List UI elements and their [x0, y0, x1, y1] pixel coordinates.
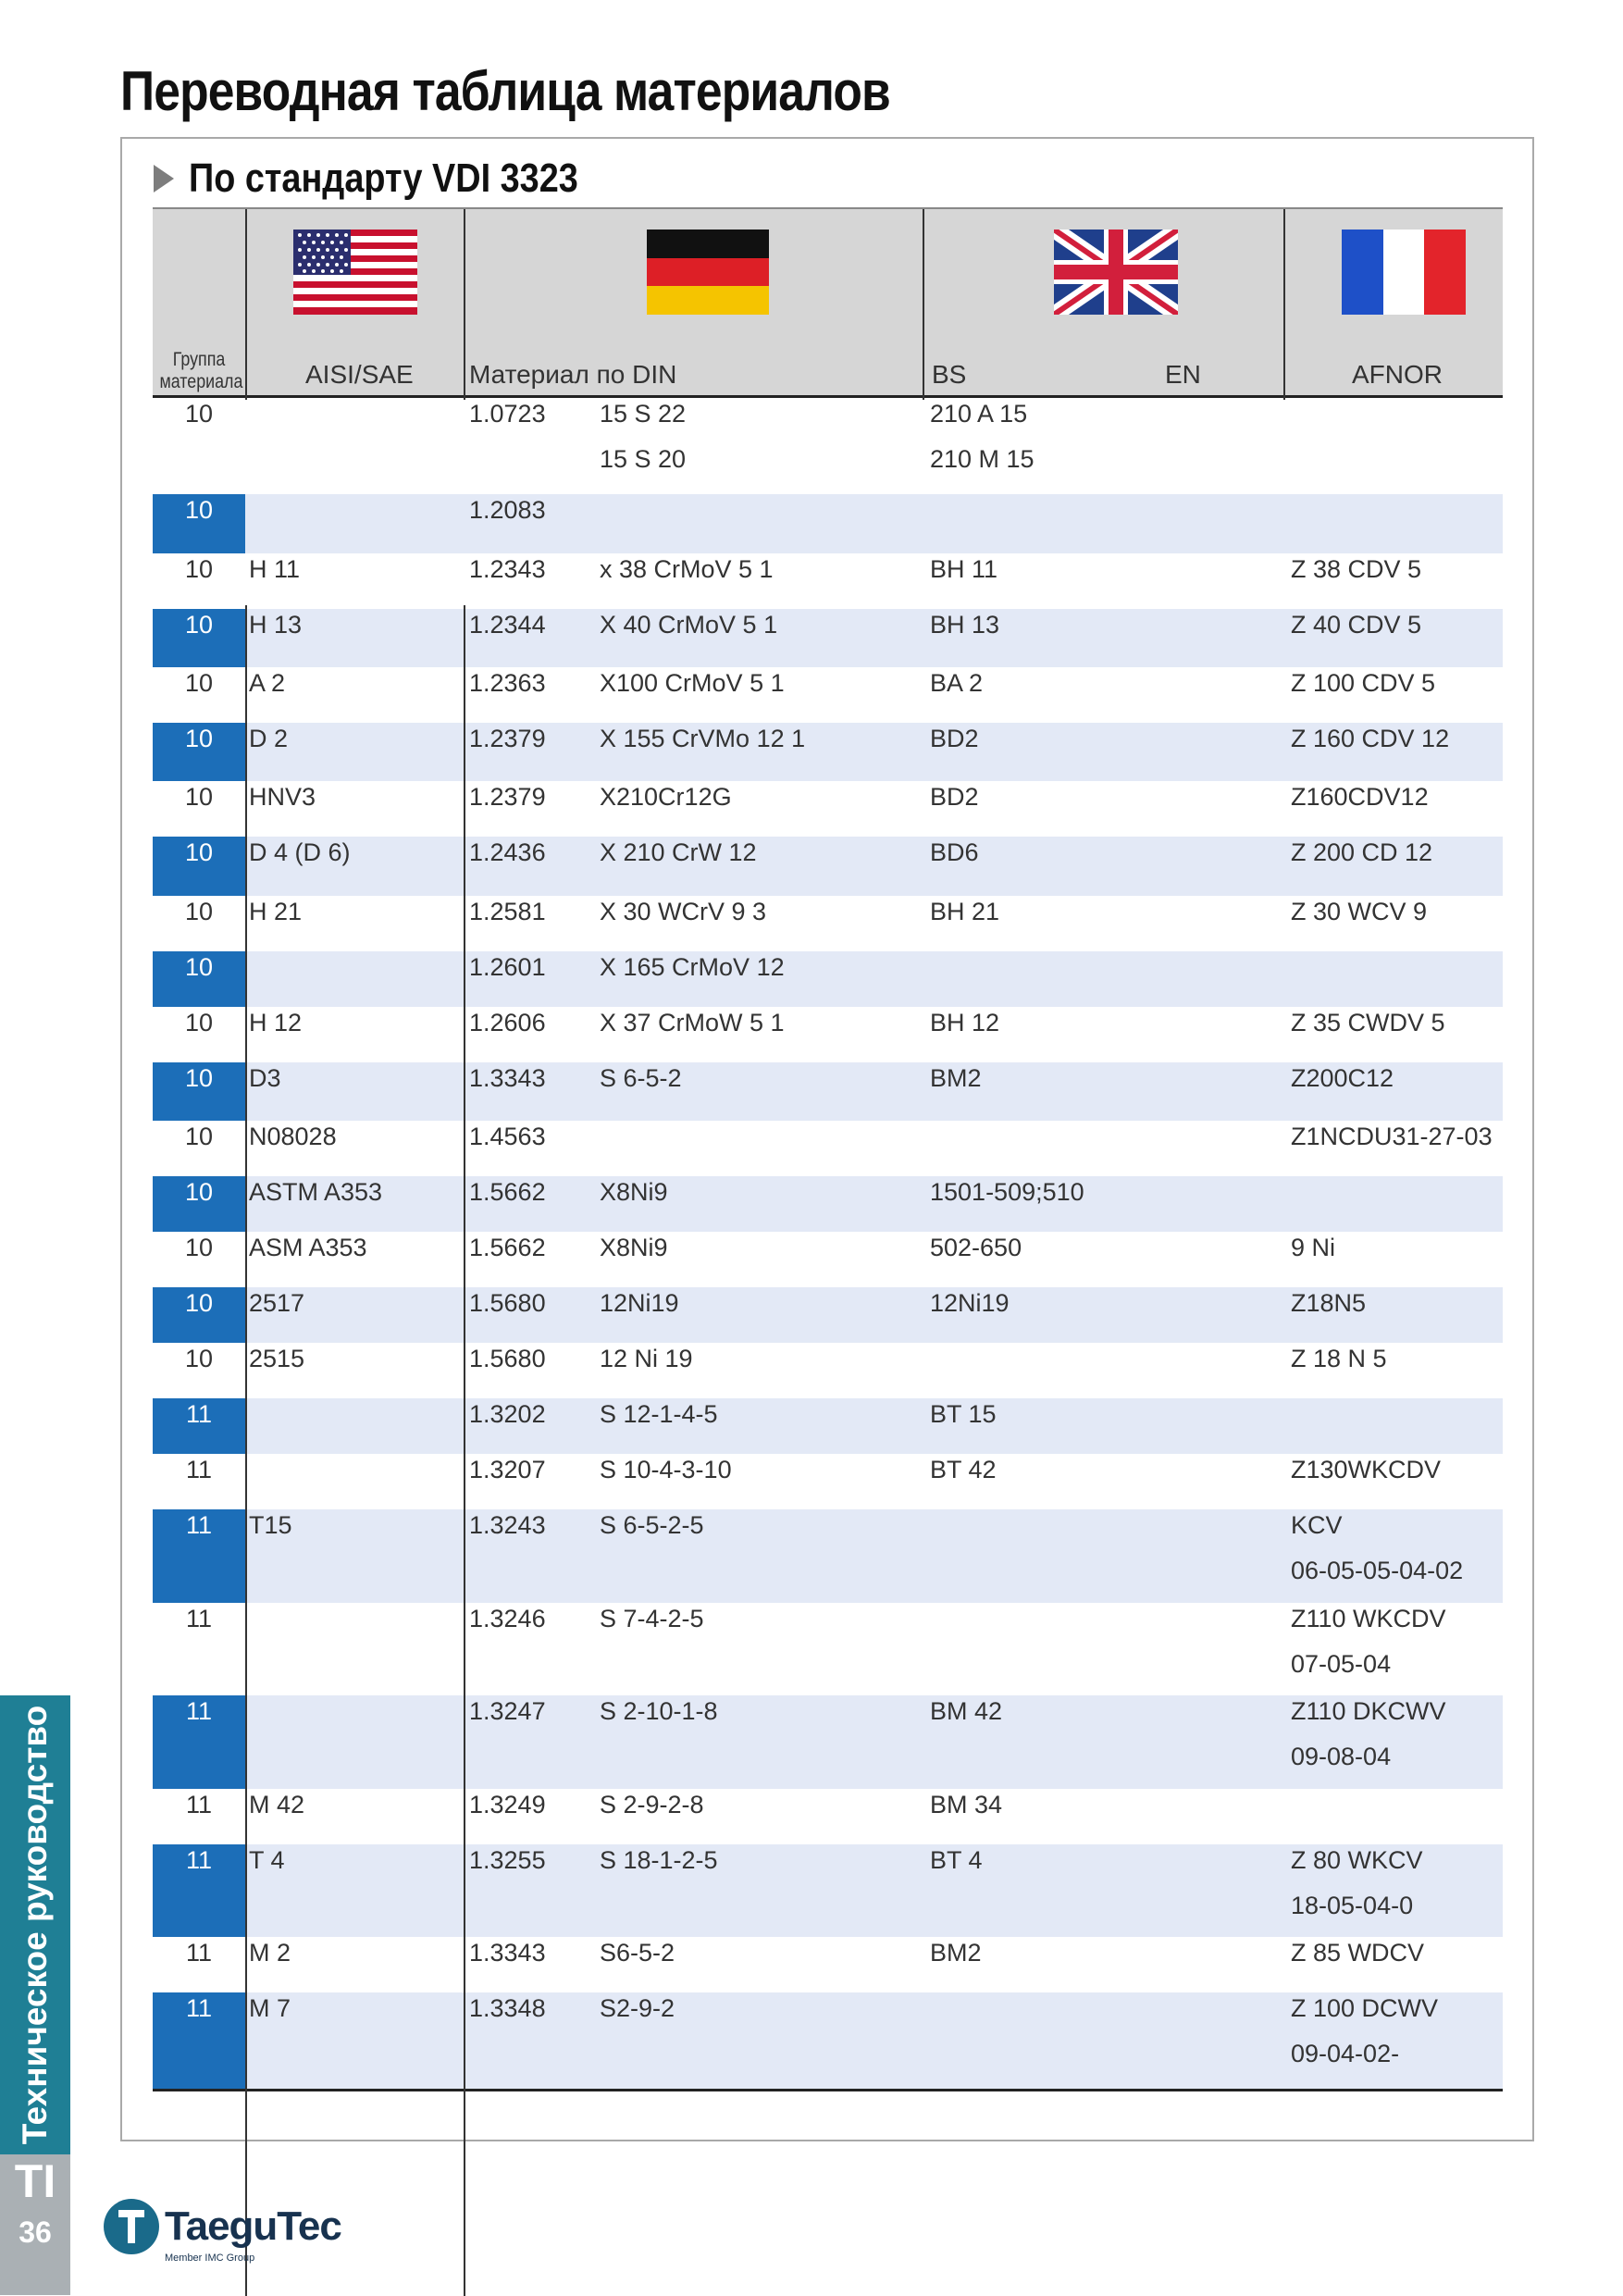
uk-flag-icon — [1054, 230, 1178, 315]
cell-bs: BM 34 — [930, 1791, 1003, 1818]
logo-name: TaeguTec — [165, 2203, 341, 2249]
cell-group: 10 — [153, 1062, 245, 1121]
cell-bs: BD2 — [930, 725, 979, 752]
cell-din-name: X8Ni9 — [600, 1234, 668, 1261]
cell-group: 10 — [153, 494, 245, 553]
cell-afnor: Z 85 WDCV — [1291, 1939, 1425, 1967]
section-header — [154, 155, 641, 202]
cell-bs: BM2 — [930, 1939, 982, 1967]
cell-din: 1.3343 — [469, 1939, 546, 1967]
cell-din: 1.2379 — [469, 783, 546, 811]
cell-bs: BM 42 — [930, 1697, 1003, 1725]
table-row — [153, 1176, 1503, 1232]
cell-din: 1.3243 — [469, 1511, 546, 1539]
cell-afnor: Z 18 N 5 — [1291, 1345, 1387, 1372]
table-row — [153, 1287, 1503, 1343]
table-row — [153, 553, 1503, 609]
france-flag-icon — [1342, 230, 1466, 315]
cell-afnor: Z 100 CDV 5 — [1291, 669, 1436, 697]
cell-din: 1.2344 — [469, 611, 546, 639]
header-aisi: AISI/SAE — [305, 360, 414, 389]
logo-tagline: Member IMC Group — [165, 2253, 255, 2264]
cell-afnor: 9 Ni — [1291, 1234, 1336, 1261]
cell-afnor: Z 40 CDV 5 — [1291, 611, 1422, 639]
cell-din-name: S 10-4-3-10 — [600, 1456, 732, 1483]
cell-group: 10 — [184, 898, 214, 925]
cell-din-name: 12Ni19 — [600, 1289, 679, 1317]
cell-din-name: 12 Ni 19 — [600, 1345, 693, 1372]
cell-group: 10 — [184, 669, 214, 697]
cell-din-name: S 2-9-2-8 — [600, 1791, 704, 1818]
cell-group: 10 — [153, 951, 245, 1007]
table-row — [153, 1398, 1503, 1454]
cell-din: 1.5662 — [469, 1234, 546, 1261]
page-number: 36 — [19, 2215, 52, 2249]
cell-din: 1.2379 — [469, 725, 546, 752]
cell-din-name: X 40 CrMoV 5 1 — [600, 611, 778, 639]
cell-aisi: M 2 — [249, 1939, 291, 1967]
cell-group: 10 — [153, 1176, 245, 1232]
cell-afnor: Z 38 CDV 5 — [1291, 555, 1422, 583]
cell-group: 11 — [153, 1398, 245, 1454]
cell-din: 1.5680 — [469, 1289, 546, 1317]
cell-bs: BH 13 — [930, 611, 1000, 639]
table-row — [153, 951, 1503, 1007]
cell-bs: 12Ni19 — [930, 1289, 1010, 1317]
cell-afnor: Z110 DKCWV 09-08-04 — [1291, 1697, 1446, 1770]
cell-din-name: X210Cr12G — [600, 783, 732, 811]
cell-din-name: X 165 CrMoV 12 — [600, 953, 785, 981]
cell-din: 1.2436 — [469, 838, 546, 866]
cell-din: 1.2581 — [469, 898, 546, 925]
cell-group: 10 — [153, 837, 245, 896]
cell-din: 1.5662 — [469, 1178, 546, 1206]
table-row — [153, 1992, 1503, 2089]
cell-din-name: x 38 CrMoV 5 1 — [600, 555, 774, 583]
header-bs: BS — [932, 360, 967, 389]
cell-din: 1.2601 — [469, 953, 546, 981]
table-row — [153, 896, 1503, 951]
cell-din: 1.2343 — [469, 555, 546, 583]
cell-din-name: S 2-10-1-8 — [600, 1697, 718, 1725]
cell-din-name: S6-5-2 — [600, 1939, 675, 1967]
cell-group: 10 — [153, 723, 245, 781]
cell-group: 11 — [153, 1844, 245, 1937]
cell-aisi: ASM A353 — [249, 1234, 367, 1261]
header-afnor: AFNOR — [1352, 360, 1443, 389]
cell-aisi: ASTM A353 — [249, 1178, 383, 1206]
table-row — [153, 1062, 1503, 1121]
germany-flag-icon — [647, 230, 769, 315]
cell-afnor: Z 200 CD 12 — [1291, 838, 1433, 866]
cell-din-name: X 210 CrW 12 — [600, 838, 757, 866]
table-row — [153, 1509, 1503, 1603]
taegutec-logo-icon — [104, 2199, 159, 2254]
cell-din: 1.3247 — [469, 1697, 546, 1725]
cell-bs: BT 42 — [930, 1456, 997, 1483]
cell-din: 1.5680 — [469, 1345, 546, 1372]
cell-din-name: X 37 CrMoW 5 1 — [600, 1009, 785, 1036]
cell-afnor: Z1NCDU31-27-03 — [1291, 1123, 1493, 1150]
logo — [104, 2199, 341, 2254]
table-row — [153, 1789, 1503, 1844]
cell-aisi: T 4 — [249, 1846, 285, 1874]
cell-bs: BM2 — [930, 1064, 982, 1092]
cell-bs: BH 11 — [930, 555, 998, 583]
cell-aisi: D 2 — [249, 725, 289, 752]
cell-bs: 210 A 15 210 M 15 — [930, 400, 1035, 473]
cell-group: 11 — [185, 1939, 213, 1967]
cell-group: 10 — [184, 1009, 214, 1036]
cell-din-name: X8Ni9 — [600, 1178, 668, 1206]
cell-aisi: H 12 — [249, 1009, 303, 1036]
table-row — [153, 1844, 1503, 1937]
cell-afnor: Z 30 WCV 9 — [1291, 898, 1428, 925]
cell-group: 11 — [185, 1605, 213, 1632]
page-title: Переводная таблица материалов — [120, 60, 890, 122]
header-group: Группа материала — [159, 349, 243, 392]
table-row — [153, 781, 1503, 837]
table-row — [153, 1454, 1503, 1509]
table-row — [153, 1007, 1503, 1062]
cell-afnor: Z110 WKCDV 07-05-04 — [1291, 1605, 1446, 1678]
cell-group: 11 — [185, 1791, 213, 1818]
us-flag-icon — [293, 230, 417, 315]
table-body — [153, 398, 1503, 2091]
cell-afnor: Z 80 WKCV 18-05-04-0 — [1291, 1846, 1423, 1919]
cell-din: 1.2606 — [469, 1009, 546, 1036]
cell-afnor: Z200C12 — [1291, 1064, 1394, 1092]
cell-bs: BT 4 — [930, 1846, 983, 1874]
cell-group: 10 — [184, 783, 214, 811]
cell-bs: 502-650 — [930, 1234, 1022, 1261]
cell-aisi: H 13 — [249, 611, 303, 639]
cell-group: 10 — [184, 1123, 214, 1150]
cell-din: 1.2363 — [469, 669, 546, 697]
cell-group: 11 — [153, 1992, 245, 2089]
cell-din: 1.3255 — [469, 1846, 546, 1874]
cell-group: 10 — [184, 1234, 214, 1261]
cell-group: 11 — [153, 1695, 245, 1789]
cell-bs: BD2 — [930, 783, 979, 811]
cell-aisi: 2515 — [249, 1345, 305, 1372]
cell-aisi: N08028 — [249, 1123, 337, 1150]
cell-afnor: KCV 06-05-05-04-02 — [1291, 1511, 1464, 1584]
header-en: EN — [1165, 360, 1201, 389]
cell-din: 1.3343 — [469, 1064, 546, 1092]
cell-bs: 1501-509;510 — [930, 1178, 1084, 1206]
cell-group: 11 — [185, 1456, 213, 1483]
cell-bs: BH 21 — [930, 898, 1000, 925]
table-row — [153, 1121, 1503, 1176]
cell-aisi: T15 — [249, 1511, 292, 1539]
table-header — [153, 207, 1503, 398]
cell-din: 1.3207 — [469, 1456, 546, 1483]
cell-din: 1.4563 — [469, 1123, 546, 1150]
cell-group: 10 — [184, 555, 214, 583]
cell-din-name: S2-9-2 — [600, 1994, 675, 2022]
cell-aisi: A 2 — [249, 669, 286, 697]
cell-aisi: H 21 — [249, 898, 303, 925]
table-row — [153, 837, 1503, 896]
cell-din-name: X 30 WCrV 9 3 — [600, 898, 767, 925]
cell-bs: BA 2 — [930, 669, 984, 697]
table-row — [153, 398, 1503, 494]
table-row — [153, 609, 1503, 667]
cell-afnor: Z 160 CDV 12 — [1291, 725, 1450, 752]
cell-din: 1.0723 — [469, 400, 546, 428]
cell-afnor: Z 35 CWDV 5 — [1291, 1009, 1445, 1036]
table-row — [153, 1695, 1503, 1789]
materials-table — [153, 207, 1503, 2091]
cell-aisi: 2517 — [249, 1289, 305, 1317]
cell-afnor: Z18N5 — [1291, 1289, 1367, 1317]
cell-group: 10 — [184, 1345, 214, 1372]
cell-group: 10 — [184, 400, 214, 428]
side-tab-label: Техническое руководство — [16, 1705, 54, 2145]
header-din: Материал по DIN — [469, 360, 677, 389]
cell-din-name: S 18-1-2-5 — [600, 1846, 718, 1874]
table-row — [153, 1937, 1503, 1992]
table-row — [153, 494, 1503, 553]
cell-group: 10 — [153, 609, 245, 667]
cell-din: 1.3246 — [469, 1605, 546, 1632]
table-row — [153, 1343, 1503, 1398]
triangle-right-icon — [154, 165, 174, 192]
cell-din-name: X100 CrMoV 5 1 — [600, 669, 785, 697]
cell-afnor: Z 100 DCWV 09-04-02- — [1291, 1994, 1439, 2067]
cell-aisi: H 11 — [249, 555, 301, 583]
cell-bs: BT 15 — [930, 1400, 997, 1428]
cell-din: 1.3249 — [469, 1791, 546, 1818]
cell-aisi: HNV3 — [249, 783, 316, 811]
table-row — [153, 1603, 1503, 1695]
cell-din-name: S 6-5-2-5 — [600, 1511, 704, 1539]
cell-aisi: D 4 (D 6) — [249, 838, 351, 866]
cell-din: 1.2083 — [469, 496, 546, 524]
table-row — [153, 667, 1503, 723]
section-title: По стандарту VDI 3323 — [189, 155, 578, 201]
cell-din-name: S 12-1-4-5 — [600, 1400, 718, 1428]
cell-bs: BH 12 — [930, 1009, 1000, 1036]
cell-group: 10 — [153, 1287, 245, 1343]
cell-din: 1.3348 — [469, 1994, 546, 2022]
section-code: TI — [14, 2155, 56, 2207]
cell-din-name: X 155 CrVMo 12 1 — [600, 725, 806, 752]
cell-din: 1.3202 — [469, 1400, 546, 1428]
table-row — [153, 723, 1503, 781]
cell-din-name: S 7-4-2-5 — [600, 1605, 704, 1632]
cell-din-name: S 6-5-2 — [600, 1064, 682, 1092]
cell-din-name: 15 S 22 15 S 20 — [600, 400, 687, 473]
cell-aisi: D3 — [249, 1064, 281, 1092]
cell-bs: BD6 — [930, 838, 979, 866]
cell-aisi: M 42 — [249, 1791, 305, 1818]
cell-group: 11 — [153, 1509, 245, 1603]
table-row — [153, 1232, 1503, 1287]
cell-afnor: Z160CDV12 — [1291, 783, 1429, 811]
cell-afnor: Z130WKCDV — [1291, 1456, 1442, 1483]
cell-aisi: M 7 — [249, 1994, 291, 2022]
